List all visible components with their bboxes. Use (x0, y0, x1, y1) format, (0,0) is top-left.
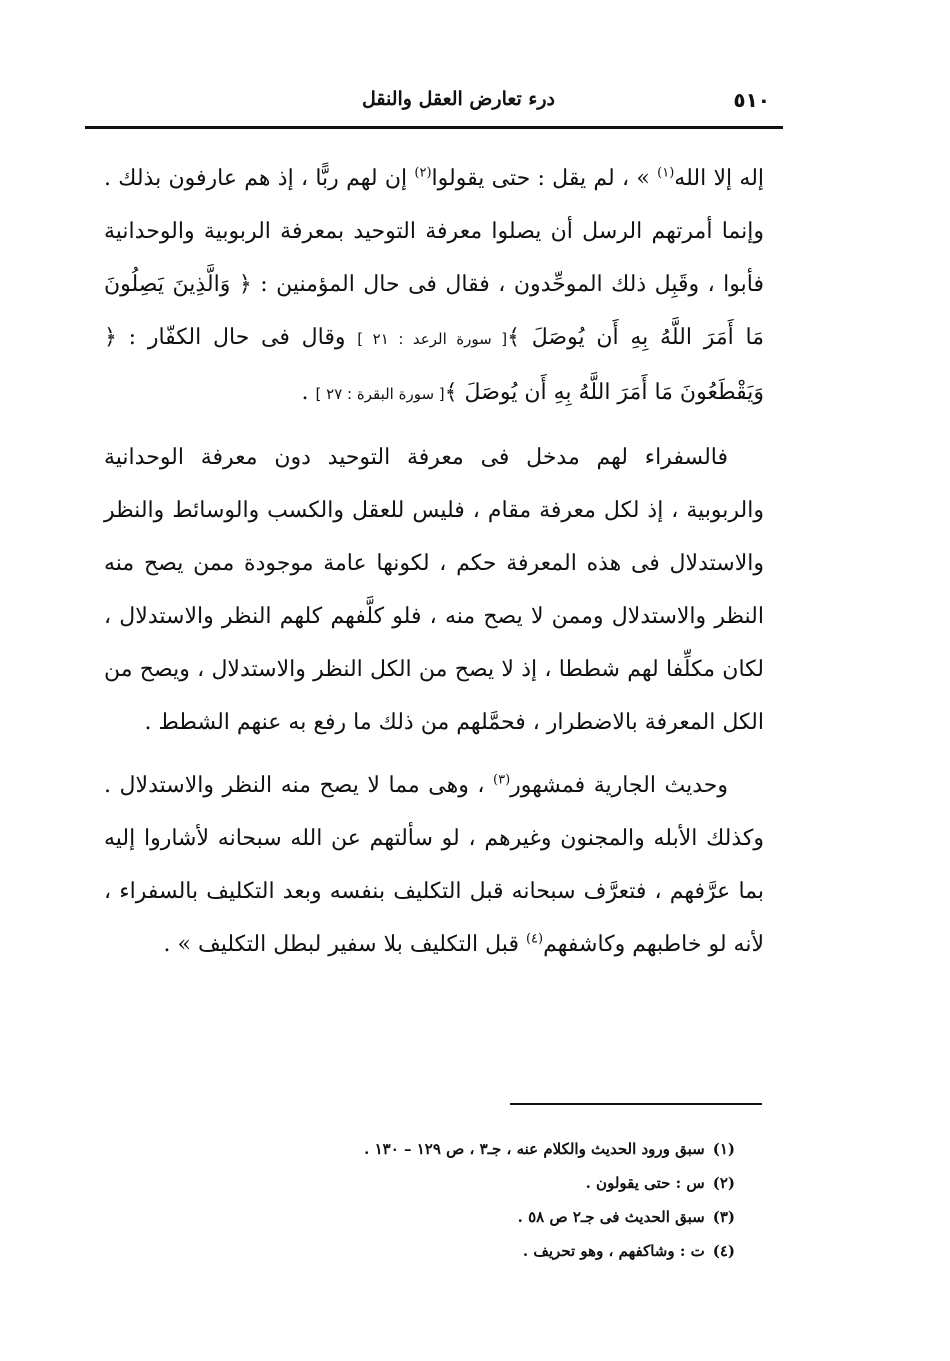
sura-reference-1: [ سورة الرعد : ٢١ ] (357, 330, 508, 348)
footnote-3 (300, 1200, 735, 1234)
header-divider (85, 126, 783, 129)
paragraph-1 (104, 152, 764, 421)
page-number: ٥١٠ (733, 88, 770, 112)
footnote-2 (300, 1166, 735, 1200)
footnote-3-number: (٣) (712, 1208, 735, 1226)
footnote-1 (300, 1132, 735, 1166)
footnote-2-text: س : حتى يقولون . (585, 1174, 705, 1192)
paragraph-3-text-1: وحديث الجارية فمشهور (510, 773, 728, 798)
paragraph-3-text-3: قبل التكليف بلا سفير لبطل التكليف » . (163, 932, 526, 957)
page-header (85, 84, 785, 124)
paragraph-1-text-5: . (301, 380, 316, 405)
paragraph-3-text-2: ، وهى مما لا يصح منه النظر والاستدلال . وكذلك الأبله والمجنون وغيرهم ، لو سألتهم عن الله سبحانه لأشاروا إليه بما عرَّفهم ، فتعرَّف سبحانه قبل التكليف بنفسه وبعد التكليف بالسفراء ، لأنه لو خاطبهم وكاشفهم (104, 773, 764, 957)
footnote-ref-4: (٤) (525, 931, 544, 947)
footnote-2-number: (٢) (712, 1174, 735, 1192)
quran-verse-1: ﴿ وَالَّذِينَ يَصِلُونَ مَا أَمَرَ اللَّهُ بِهِ أَن يُوصَلَ ﴾ (104, 272, 764, 350)
footnote-ref-3: (٣) (493, 772, 511, 788)
footnote-ref-1: (١) (657, 165, 675, 181)
sura-reference-2: [ سورة البقرة : ٢٧ ] (315, 385, 445, 403)
main-text (104, 152, 764, 971)
footnote-4-number: (٤) (712, 1242, 735, 1260)
footnotes (300, 1132, 735, 1268)
paragraph-1-text-3: إن لهم ربًّا ، إذ هم عارفون بذلك . وإنما أمرتهم الرسل أن يصلوا معرفة التوحيد بمعرفة الربوبية والوحدانية فأبوا ، وقَبِل ذلك الموحِّدون ، فقال فى حال المؤمنين : (104, 166, 764, 297)
footnote-4 (300, 1234, 735, 1268)
paragraph-3 (104, 759, 764, 971)
paragraph-2: فالسفراء لهم مدخل فى معرفة التوحيد دون معرفة الوحدانية والربوبية ، إذ لكل معرفة مقام ، فليس للعقل والكسب والوسائط والنظر والاستدلال فى هذه المعرفة حكم ، لكونها عامة موجودة ممن يصح منه النظر والاستدلال وممن لا يصح منه ، فلو كلَّفهم كلهم النظر والاستدلال ، لكان مكلِّفا لهم شططا ، إذ لا يصح من الكل النظر والاستدلال ، ويصح من الكل المعرفة بالاضطرار ، فحمَّلهم من ذلك ما رفع به عنهم الشطط . (104, 445, 764, 735)
quran-verse-2: ﴿ وَيَقْطَعُونَ مَا أَمَرَ اللَّهُ بِهِ أَن يُوصَلَ ﴾ (104, 325, 764, 405)
footnote-4-text: ت : وشاكفهم ، وهو تحريف . (522, 1242, 705, 1260)
paragraph-1-text-1: إله إلا الله (674, 166, 765, 191)
running-title: درء تعارض العقل والنقل (361, 88, 555, 110)
footnote-divider (510, 1103, 762, 1105)
footnote-1-text: سبق ورود الحديث والكلام عنه ، جـ٣ ، ص ١٢٩ – ١٣٠ . (364, 1140, 705, 1158)
footnote-1-number: (١) (712, 1140, 735, 1158)
paragraph-1-text-4: وقال فى حال الكفّار : (116, 325, 358, 350)
paragraph-1-text-2: » ، لم يقل : حتى يقولوا (431, 166, 658, 191)
footnote-3-text: سبق الحديث فى جـ٢ ص ٥٨ . (517, 1208, 705, 1226)
footnote-ref-2: (٢) (414, 165, 432, 181)
